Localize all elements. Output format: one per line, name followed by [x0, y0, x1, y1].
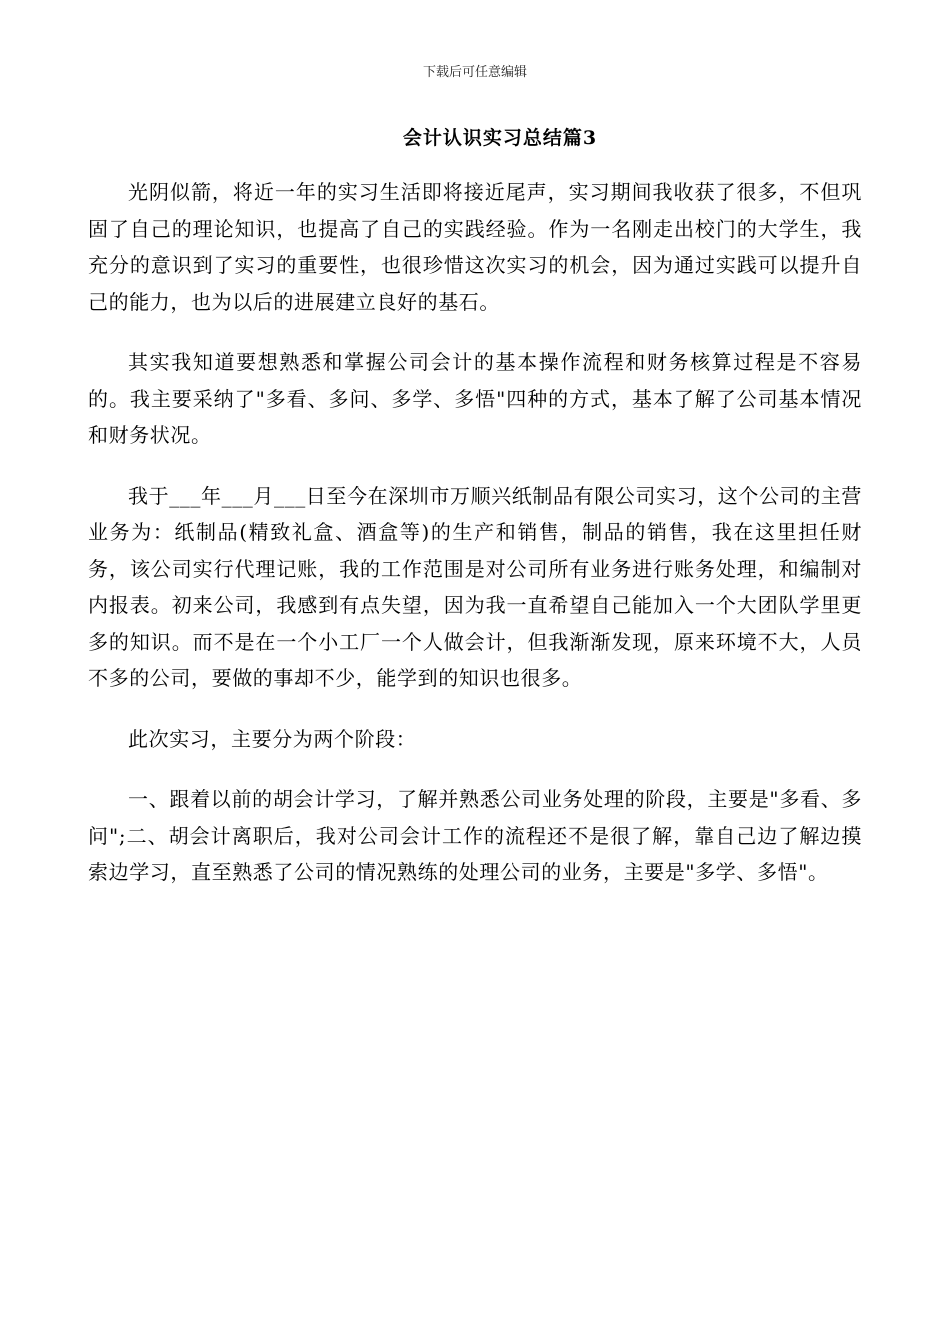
paragraph-1: 光阴似箭，将近一年的实习生活即将接近尾声，实习期间我收获了很多，不但巩固了自己的理论知识，也提高了自己的实践经验。作为一名刚走出校门的大学生，我充分的意识到了实习的重要性，也很珍惜这次实习的机会，因为通过实践可以提升自己的能力，也为以后的进展建立良好的基石。	[88, 180, 862, 314]
paragraph-4: 此次实习，主要分为两个阶段：	[128, 726, 417, 751]
document-body	[88, 174, 862, 915]
header-note: 下载后可任意编辑	[422, 65, 527, 80]
paragraph-3: 我于___年___月___日至今在深圳市万顺兴纸制品有限公司实习，这个公司的主营业务为：纸制品(精致礼盒、酒盒等)的生产和销售，制品的销售，我在这里担任财务，该公司实行代理记账，我的工作范围是对公司所有业务进行账务处理，和编制对内报表。初来公司，我感到有点失望，因为我一直希望自己能加入一个大团队学里更多的知识。而不是在一个小工厂一个人做会计，但我渐渐发现，原来环境不大，人员不多的公司，要做的事却不少，能学到的知识也很多。	[88, 483, 862, 690]
paragraph-2: 其实我知道要想熟悉和掌握公司会计的基本操作流程和财务核算过程是不容易的。我主要采纳了"多看、多问、多学、多悟"四种的方式，基本了解了公司基本情况和财务状况。	[88, 350, 862, 447]
paragraph-5: 一、跟着以前的胡会计学习，了解并熟悉公司业务处理的阶段，主要是"多看、多问";二、胡会计离职后，我对公司会计工作的流程还不是很了解，靠自己边了解边摸索边学习，直至熟悉了公司的情况熟练的处理公司的业务，主要是"多学、多悟"。	[88, 787, 862, 884]
document-title: 会计认识实习总结篇3	[402, 127, 598, 149]
